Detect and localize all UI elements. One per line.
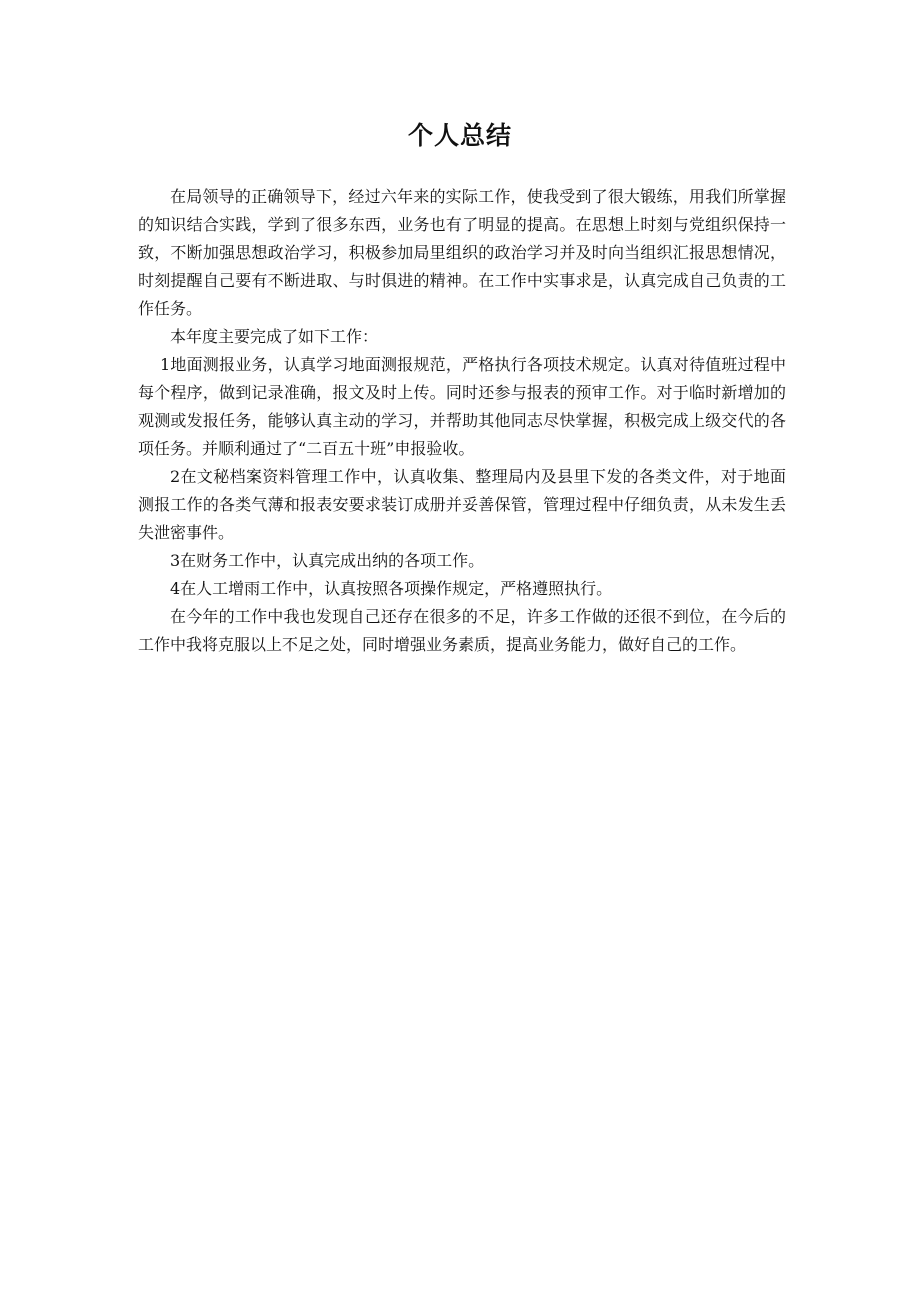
document-title: 个人总结 — [407, 121, 512, 150]
paragraph-item-3: 3在财务工作中，认真完成出纳的各项工作。 — [170, 551, 485, 570]
paragraph-conclusion: 在今年的工作中我也发现自己还存在很多的不足，许多工作做的还很不到位，在今后的工作中我将克服以上不足之处，同时增强业务素质，提高业务能力，做好自己的工作。 — [138, 607, 786, 654]
paragraph-work-summary-heading: 本年度主要完成了如下工作： — [170, 327, 379, 346]
paragraph-item-2: 2在文秘档案资料管理工作中，认真收集、整理局内及县里下发的各类文件，对于地面测报工作的各类气薄和报表安要求装订成册并妥善保管，管理过程中仔细负责，从未发生丢失泄密事件。 — [138, 467, 786, 542]
paragraph-intro: 在局领导的正确领导下，经过六年来的实际工作，使我受到了很大锻练，用我们所掌握的知识结合实践，学到了很多东西，业务也有了明显的提高。在思想上时刻与党组织保持一致，不断加强思想政治学习，积极参加局里组织的政治学习并及时向当组织汇报思想情况，时刻提醒自己要有不断进取、与时俱进的精神。在工作中实事求是，认真完成自己负责的工作任务。 — [138, 187, 786, 318]
paragraph-item-4: 4在人工增雨工作中，认真按照各项操作规定，严格遵照执行。 — [170, 579, 613, 598]
paragraph-item-1: 1地面测报业务，认真学习地面测报规范，严格执行各项技术规定。认真对待值班过程中每个程序，做到记录准确，报文及时上传。同时还参与报表的预审工作。对于临时新增加的观测或发报任务，能够认真主动的学习，并帮助其他同志尽快掌握，积极完成上级交代的各项任务。并顺利通过了“二百五十班”申报验收。 — [138, 355, 786, 458]
document-body — [138, 183, 786, 659]
